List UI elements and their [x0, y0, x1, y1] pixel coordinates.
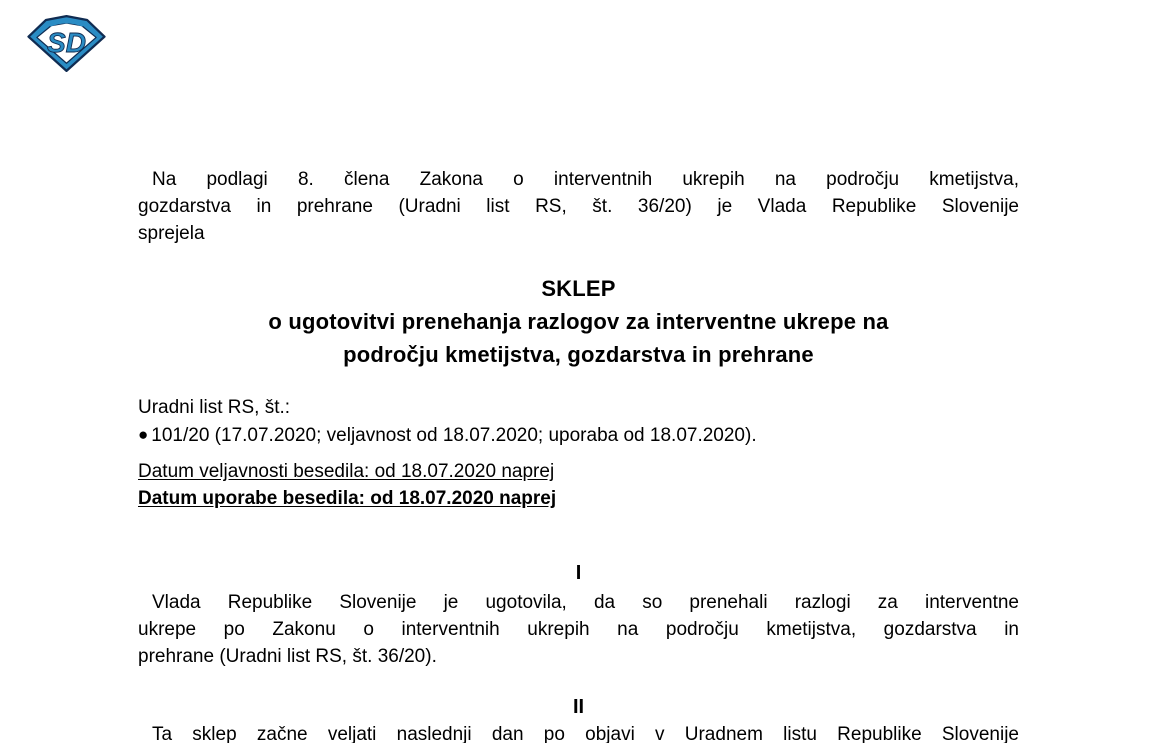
validity-date-line: Datum veljavnosti besedila: od 18.07.2020 naprej: [138, 461, 555, 482]
sd-logo-icon: [27, 9, 106, 78]
gazette-label: Uradni list RS, št.:: [138, 397, 291, 418]
section-2-paragraph: [138, 721, 1019, 743]
section-1-paragraph: [138, 589, 1019, 670]
text-line: ukrepe po Zakonu o interventnih ukrepih na področju kmetijstva, gozdarstva in: [138, 619, 1019, 640]
gazette-item-text: 101/20 (17.07.2020; veljavnost od 18.07.2020; uporaba od 18.07.2020).: [151, 425, 757, 446]
text-line: Na podlagi 8. člena Zakona o interventnih ukrepih na področju kmetijstva,: [152, 169, 1019, 190]
gazette-list-item: [138, 421, 1019, 449]
document-subtitle-line: področju kmetijstva, gozdarstva in prehrane: [343, 342, 814, 367]
text-line: prehrane (Uradni list RS, št. 36/20).: [138, 646, 437, 667]
application-date-line: Datum uporabe besedila: od 18.07.2020 naprej: [138, 488, 557, 509]
text-line: gozdarstva in prehrane (Uradni list RS, št. 36/20) je Vlada Republike Slovenije: [138, 196, 1019, 217]
text-line: Ta sklep začne veljati naslednji dan po objavi v Uradnem listu Republike Slovenije: [152, 724, 1019, 743]
document-subtitle-line: o ugotovitvi prenehanja razlogov za interventne ukrepe na: [268, 309, 889, 334]
section-1-numeral: I: [575, 562, 582, 584]
section-2-numeral: II: [572, 696, 585, 718]
intro-paragraph: [138, 166, 1019, 247]
text-line: Vlada Republike Slovenije je ugotovila, da so prenehali razlogi za interventne: [152, 592, 1019, 613]
document-title: SKLEP: [541, 276, 616, 301]
document-title-block: [138, 272, 1019, 371]
logo-monogram: SD: [46, 26, 87, 58]
bullet-icon: ●: [138, 425, 149, 444]
text-line: sprejela: [138, 223, 205, 244]
